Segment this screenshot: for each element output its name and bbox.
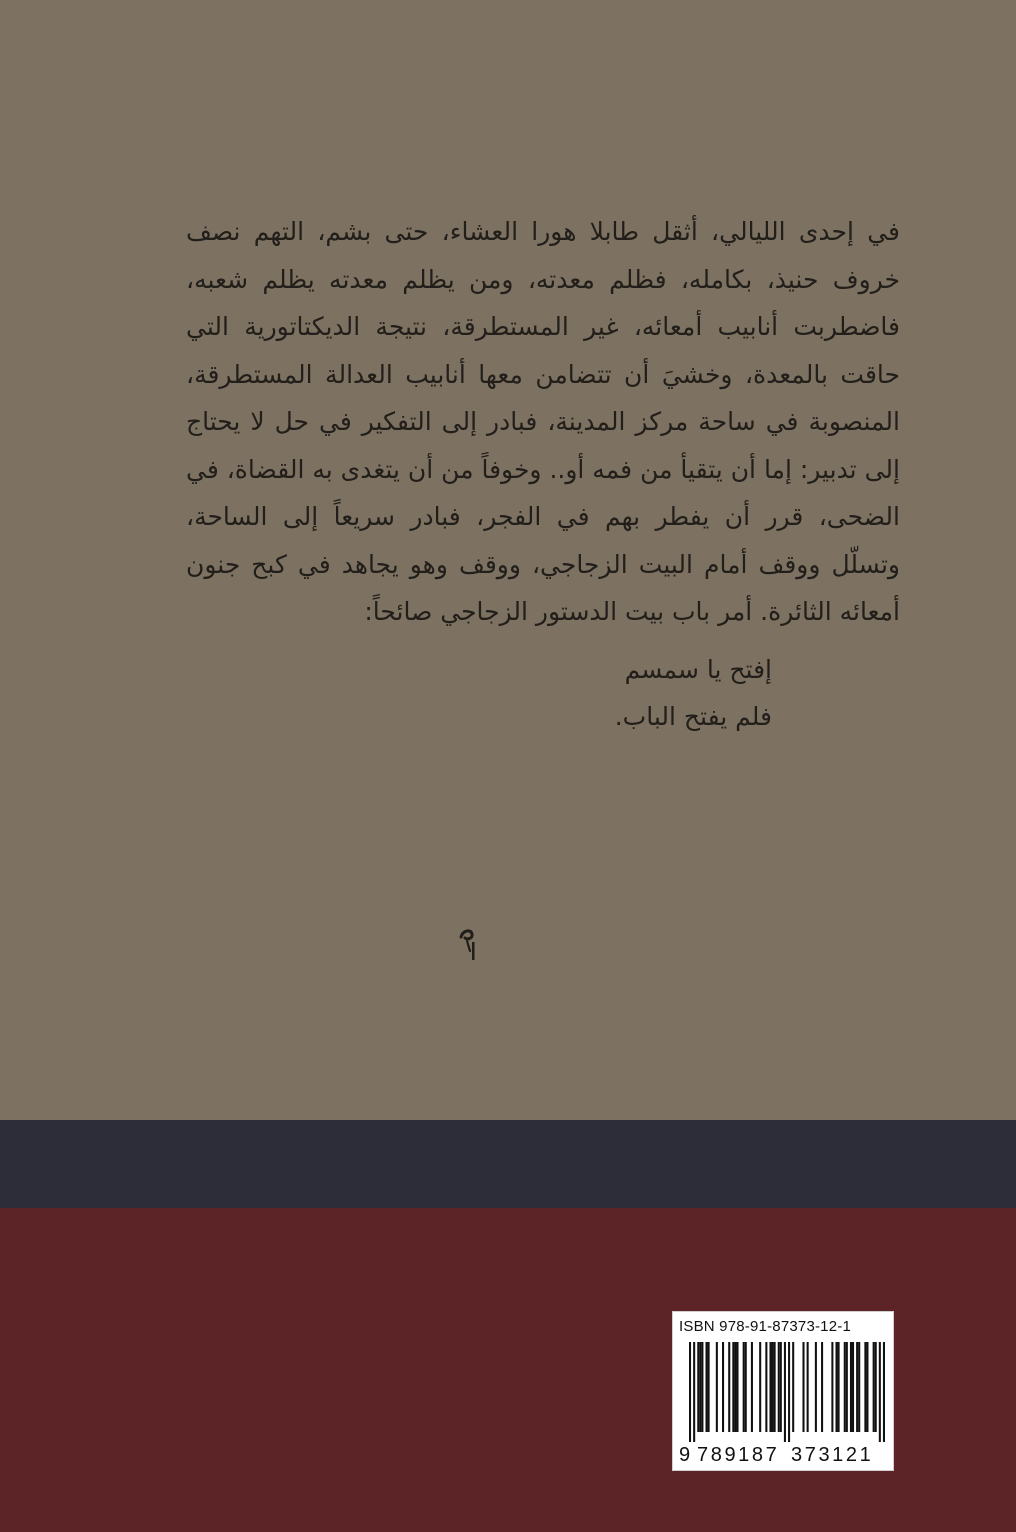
barcode-bar [807,1342,809,1432]
barcode-bar [835,1342,837,1432]
barcode-bar [802,1342,804,1432]
barcode-bar [728,1342,730,1432]
barcode-bar [716,1342,718,1432]
back-cover-blurb [186,208,900,740]
barcode-bar [743,1342,745,1432]
publisher-logo-icon [457,927,479,963]
isbn-barcode [672,1311,894,1471]
barcode-bar [774,1342,776,1432]
barcode-bar [866,1342,868,1432]
barcode-bar [873,1342,875,1432]
barcode-digits-right: 373121 [791,1444,874,1466]
barcode-bar [734,1342,736,1432]
barcode-bar [759,1342,761,1432]
barcode-bar [831,1342,833,1432]
barcode-bar [875,1342,877,1432]
barcode-bar [736,1342,738,1432]
barcode-bar [821,1342,823,1432]
barcode-bar [708,1342,710,1432]
barcode-bar [858,1342,860,1432]
blurb-quote-line-1: إفتح يا سمسم [624,654,772,684]
barcode-bar [722,1342,724,1432]
barcode-digits-left: 789187 [697,1444,780,1466]
barcode-bar [706,1342,708,1432]
blurb-quote-line-2: فلم يفتح الباب. [614,701,772,731]
barcode-bar [850,1342,852,1432]
barcode-guard-bar [784,1342,786,1442]
blurb-paragraph: في إحدى الليالي، أثقل طابلا هورا العشاء، حتى بشم، التهم نصف خروف حنيذ، بكامله، فظلم معدته، ومن يظلم معدته يظلم شعبه، فاضطربت أنابيب أمعائه، غير المستطرقة، نتيجة الديكتاتورية التي حاقت بالمعدة، وخشيَ أن تتضامن معها أنابيب العدالة المستطرقة، المنصوبة في ساحة مركز المدينة، فبادر إلى التفكير في حل لا يحتاج إلى تدبير: إما أن يتقيأ من فمه أو.. وخوفاً من أن يتغدى به القضاة، في الضحى، قرر أن يفطر بهم في الفجر، فبادر سريعاً إلى الساحة، وتسلّل ووقف أمام البيت الزجاجي، ووقف وهو يجاهد في كبح جنون أمعائه الثائرة. أمر باب بيت الدستور الزجاجي صائحاً: [186,217,900,626]
cover-dark-band [0,1120,1016,1208]
barcode-bar [864,1342,866,1432]
isbn-label: ISBN 978-91-87373-12-1 [679,1318,852,1335]
barcode-bar [697,1342,699,1432]
barcode-guard-bar [788,1342,790,1442]
barcode-bar [838,1342,840,1432]
barcode-bar [856,1342,858,1432]
barcode-bar [701,1342,703,1432]
barcode-guard-bar [879,1342,881,1442]
barcode-bar [765,1342,767,1432]
barcode-digits [677,1444,889,1468]
barcode-guard-bar [693,1342,695,1442]
barcode-bar [769,1342,771,1432]
barcode-bar [792,1342,794,1432]
barcode-bars [689,1342,885,1442]
barcode-bar [815,1342,817,1432]
barcode-bar [745,1342,747,1432]
barcode-bar [778,1342,780,1432]
barcode-bar [780,1342,782,1432]
barcode-digit-first: 9 [679,1444,691,1466]
barcode-bar [772,1342,774,1432]
barcode-guard-bar [883,1342,885,1442]
barcode-bar [751,1342,753,1432]
barcode-bar [732,1342,734,1432]
barcode-bar [844,1342,846,1432]
barcode-bar [852,1342,854,1432]
barcode-guard-bar [689,1342,691,1442]
barcode-bar [699,1342,701,1432]
barcode-bar [846,1342,848,1432]
